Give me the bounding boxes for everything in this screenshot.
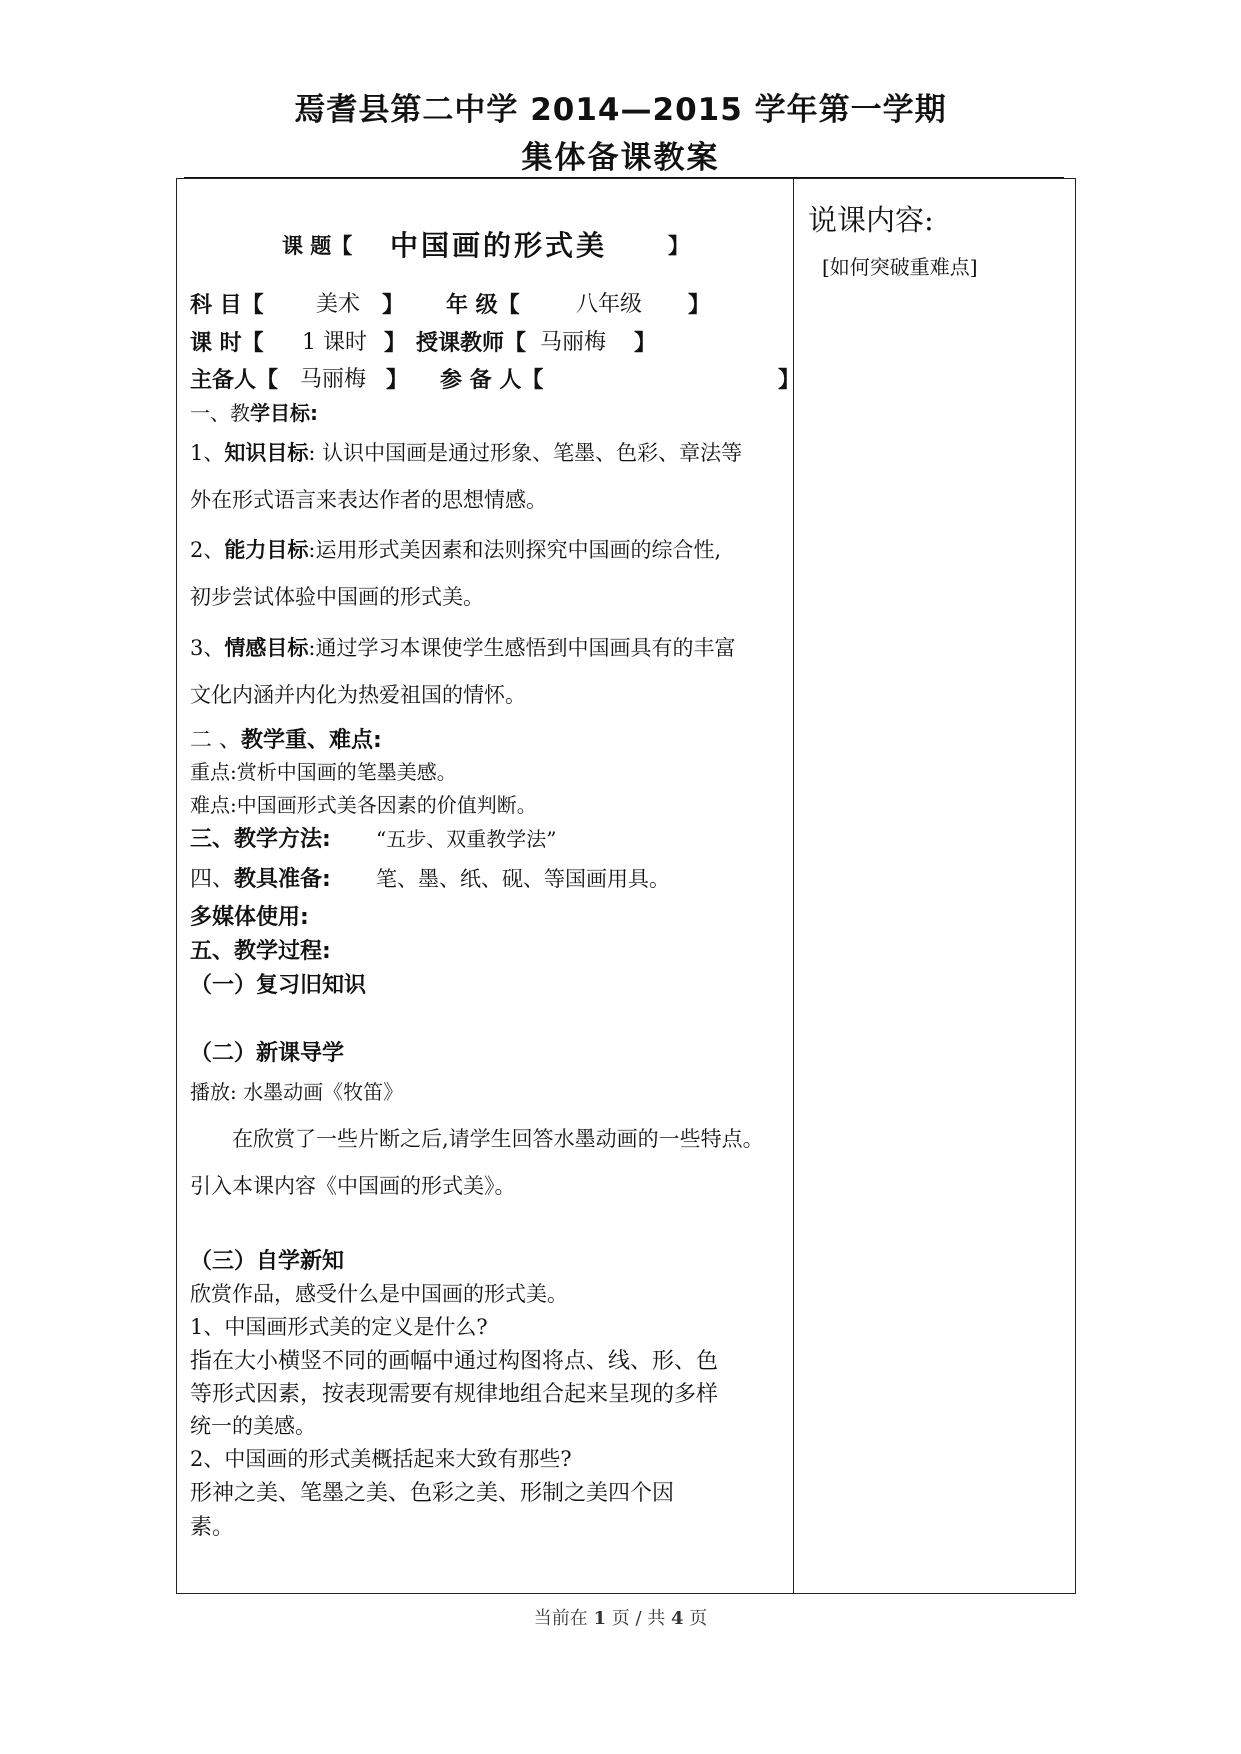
grade-value: 八年级 — [576, 292, 643, 317]
grade-close: 】 — [688, 293, 711, 318]
objective-1-text-a: : 认识中国画是通过形象、笔墨、色彩、章法等 — [308, 441, 743, 465]
process-step-3: （三）自学新知 — [190, 1249, 345, 1274]
objectives-heading-bold: 学目标: — [250, 401, 318, 425]
document-title: 焉耆县第二中学 2014—2015 学年第一学期 — [294, 92, 947, 128]
objective-2-line-1 — [190, 534, 721, 564]
page-footer — [0, 1604, 1241, 1630]
document-subtitle: 集体备课教案 — [521, 140, 720, 176]
footer-total-pages: 4 — [670, 1608, 684, 1629]
topic-close: 】 — [668, 234, 689, 258]
keypoints-heading-prefix: 二 、 — [190, 728, 241, 753]
objectives-heading — [190, 397, 318, 426]
objective-2-num: 2、 — [190, 538, 225, 562]
footer-middle: 页 / 共 — [611, 1608, 666, 1629]
process-question-1: 1、中国画形式美的定义是什么? — [190, 1315, 488, 1339]
objective-1-label: 知识目标 — [224, 441, 309, 465]
teacher-close: 】 — [634, 331, 657, 356]
process-intro: 引入本课内容《中国画的形式美》。 — [190, 1174, 516, 1198]
objective-3-line-1 — [190, 632, 735, 662]
process-answer-1-line-3: 统一的美感。 — [190, 1414, 316, 1438]
process-play: 播放: 水墨动画《牧笛》 — [190, 1080, 404, 1104]
keypoint-key: 重点:赏析中国画的笔墨美感。 — [190, 760, 457, 784]
period-value: 1 课时 — [302, 330, 367, 355]
objective-3-num: 3、 — [190, 636, 225, 660]
grade-label: 年 级【 — [446, 293, 520, 318]
process-after-watch: 在欣赏了一些片断之后,请学生回答水墨动画的一些特点。 — [232, 1127, 764, 1151]
keypoints-heading-bold: 教学重、难点: — [241, 728, 382, 753]
footer-prefix: 当前在 — [533, 1608, 588, 1629]
objective-1-line-2: 外在形式语言来表达作者的思想情感。 — [190, 488, 547, 512]
tools-heading-bold: 教具准备: — [234, 867, 331, 892]
objective-3-label: 情感目标 — [224, 636, 309, 660]
objectives-heading-prefix: 一、教 — [190, 401, 250, 425]
process-appreciate: 欣赏作品，感受什么是中国画的形式美。 — [190, 1282, 568, 1306]
objective-3-line-2: 文化内涵并内化为热爱祖国的情怀。 — [190, 683, 526, 707]
process-step-1: （一）复习旧知识 — [190, 973, 367, 998]
coprep-label: 参 备 人【 — [440, 368, 544, 393]
footer-suffix: 页 — [689, 1608, 708, 1629]
objective-2-label: 能力目标 — [224, 538, 309, 562]
process-answer-2-line-1: 形神之美、笔墨之美、色彩之美、形制之美四个因 — [190, 1481, 675, 1506]
subject-label: 科 目【 — [190, 293, 264, 318]
footer-current-page: 1 — [593, 1608, 606, 1629]
method-heading: 三、教学方法: — [190, 827, 331, 852]
process-heading: 五、教学过程: — [190, 939, 331, 964]
period-close: 】 — [384, 331, 407, 356]
teacher-value: 马丽梅 — [540, 330, 607, 355]
preparer-value: 马丽梅 — [300, 367, 367, 392]
objective-2-text-a: :运用形式美因素和法则探究中国画的综合性, — [308, 538, 722, 562]
period-label: 课 时【 — [190, 331, 264, 356]
subject-close: 】 — [382, 293, 405, 318]
process-step-2: （二）新课导学 — [190, 1041, 345, 1066]
tools-heading-prefix: 四、 — [190, 867, 235, 892]
tools-heading — [190, 862, 331, 893]
objective-2-line-2: 初步尝试体验中国画的形式美。 — [190, 585, 484, 609]
topic-label: 课 题【 — [282, 234, 353, 258]
process-question-2: 2、中国画的形式美概括起来大致有那些? — [190, 1447, 572, 1471]
process-answer-2-line-2: 素。 — [190, 1515, 235, 1540]
teacher-label: 授课教师【 — [416, 331, 527, 356]
preparer-label: 主备人【 — [190, 368, 279, 393]
topic-value: 中国画的形式美 — [390, 229, 608, 262]
objective-3-text-a: :通过学习本课使学生感悟到中国画具有的丰富 — [308, 636, 736, 660]
method-text: “五步、双重教学法” — [376, 827, 557, 851]
preparer-close: 】 — [386, 368, 409, 393]
process-answer-1-line-1: 指在大小横竖不同的画幅中通过构图将点、线、形、色 — [190, 1349, 719, 1374]
keypoint-difficult: 难点:中国画形式美各因素的价值判断。 — [190, 793, 537, 817]
multimedia-heading: 多媒体使用: — [190, 905, 309, 930]
coprep-close: 】 — [778, 368, 801, 393]
tools-text: 笔、墨、纸、砚、等国画用具。 — [376, 867, 670, 891]
right-column-heading: 说课内容: — [808, 203, 934, 237]
process-answer-1-line-2: 等形式因素，按表现需要有规律地组合起来呈现的多样 — [190, 1382, 719, 1407]
right-column-note: [如何突破重难点] — [822, 255, 978, 279]
objective-1-line-1 — [190, 437, 742, 467]
keypoints-heading — [190, 723, 382, 754]
subject-value: 美术 — [316, 292, 361, 317]
objective-1-num: 1、 — [190, 441, 225, 465]
